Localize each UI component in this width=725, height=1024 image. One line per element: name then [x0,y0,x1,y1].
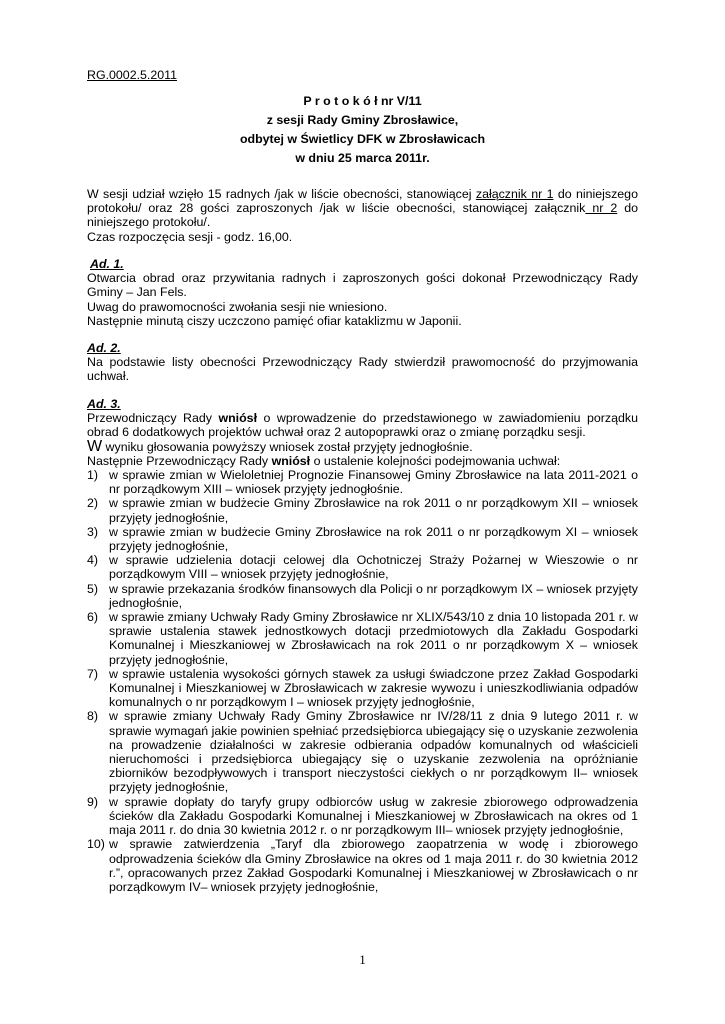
list-item-text: w sprawie ustalenia wysokości górnych stawek za usługi świadczone przez Zakład Gospodarki Komunalnej i Mieszkaniowej w Zbrosławicach w zakresie wywozu i unieszkodliwiania odpadów komunalnych o nr porządkowym I – wniosek przyjęty jednogłośnie, [109,666,638,710]
list-item-text: w sprawie zmian w Wieloletniej Prognozie Finansowej Gminy Zbrosławice na lata 2011-2021 o nr porządkowym XIII – wniosek przyjęty jednogłośnie. [109,468,638,497]
document-reference: RG.0002.5.2011 [87,68,178,82]
ad1-paragraph-3: Następnie minutą ciszy uczczono pamięć ofiar kataklizmu w Japonii. [87,313,462,328]
ad3-p2-initial: W [87,437,103,455]
ad1-section [87,257,638,328]
list-item-text: w sprawie dopłaty do taryfy grupy odbiorców usług w zakresie zbiorowego odprowadzenia ścieków dla Zakładu Gospodarki Komunalnej i Mieszkaniowej w Zbrosławicach na okres od 1 maja 2011 r. do dnia 30 kwietnia 2012 r. o nr porządkowym III– wniosek przyjęty jednogłośnie, [109,794,638,838]
intro-text-a: W sesji udział wzięło 15 radnych /jak w liście obecności, stanowiącej [87,187,476,201]
intro-text-b: do niniejszego protokołu/ oraz 28 gości zaproszonych /jak w liście obecności, stanowiącej załącznik [87,187,638,216]
ad3-paragraph-3 [87,454,638,468]
session-subtitle: z sesji Rady Gminy Zbrosławice, [266,113,459,127]
list-item-number: 2) [87,496,99,511]
ad3-p1-bold: wniósł [218,411,258,426]
ad3-paragraph-1 [87,411,638,439]
attachment-2-ref: nr 2 [585,201,618,216]
list-item [87,496,638,524]
list-item [87,709,638,794]
ad3-paragraph-2 [87,437,638,455]
page-number: 1 [359,952,366,967]
intro-text-c: do niniejszego protokołu/. [87,201,639,230]
list-item-text: w sprawie zatwierdzenia „Taryf dla zbiorowego zaopatrzenia w wodę i zbiorowego odprowadzenia ścieków dla Gminy Zbrosławice na okres od 1 maja 2011 r. do 30 kwietnia 2012 r.”, opracowanych przez Zakład Gospodarki Komunalnej i Mieszkaniowej w Zbrosławicach o nr porządkowym IV– wniosek przyjęty jednogłośnie, [109,837,638,894]
ad2-paragraph-1: Na podstawie listy obecności Przewodniczący Rady stwierdził prawomocność do przyjmowania uchwał. [87,355,638,384]
ad2-heading: Ad. 2. [87,341,121,355]
list-item-number: 1) [87,468,99,483]
ad3-p3-text-a: Następnie Przewodniczący Rady [87,453,272,468]
list-item-number: 10) [87,837,105,852]
list-item-text: w sprawie udzielenia dotacji celowej dla Ochotniczej Straży Pożarnej w Wieszowie o nr porządkowym VIII – wniosek przyjęty jednogłośnie, [109,553,638,582]
intro-paragraph [87,187,638,244]
list-item [87,553,638,581]
resolution-order-list [87,468,638,894]
ad3-p1-text-a: Przewodniczący Rady [87,411,219,426]
ad1-heading: Ad. 1. [90,257,124,271]
list-item-text: w sprawie zmiany Uchwały Rady Gminy Zbrosławice nr IV/28/11 z dnia 9 lutego 2011 r. w sprawie wymagań jakie powinien spełniać przedsiębiorca ubiegający się o uzyskanie zezwolenia na prowadzenie działalności w zakresie odbierania odpadów komunalnych od właścicieli nieruchomości i przedsiębiorca ubiegający się o uzyskanie zezwolenia na opróżnianie zbiorników bezodpływowych i transport nieczystości ciekłych o nr porządkowym II– wniosek przyjęty jednogłośnie, [109,709,638,795]
list-item [87,610,638,667]
ad3-p2-text: wyniku głosowania powyższy wniosek został przyjęty jednogłośnie. [102,439,473,454]
list-item-text: w sprawie zmian w budżecie Gminy Zbrosławice na rok 2011 o nr porządkowym XI – wniosek przyjęty jednogłośnie, [109,524,638,554]
session-start-time: Czas rozpoczęcia sesji - godz. 16,00. [87,229,293,244]
ad3-p3-text-c: o ustalenie kolejności podejmowania uchwał: [310,453,561,468]
list-item-number: 6) [87,610,99,625]
ad3-section [87,397,638,894]
list-item [87,468,638,496]
list-item-number: 9) [87,794,99,809]
protocol-title: P r o t o k ó ł nr V/11 [303,94,422,108]
list-item [87,525,638,553]
list-item [87,582,638,610]
ad3-p1-text-c: o wprowadzenie do przedstawionego w zawiadomieniu porządku obrad 6 dodatkowych projektów uchwał oraz 2 autopoprawki oraz o zmianę porządku sesji. [87,411,638,440]
session-date: w dniu 25 marca 2011r. [295,151,430,165]
list-item-number: 5) [87,581,99,596]
venue-line: odbytej w Świetlicy DFK w Zbrosławicach [239,132,486,146]
list-item [87,837,638,894]
list-item-number: 7) [87,666,99,681]
attendance-text [87,187,638,230]
list-item-number: 4) [87,553,99,568]
ad1-paragraph-2: Uwag do prawomocności zwołania sesji nie wniesiono. [87,299,388,314]
list-item [87,795,638,838]
ad3-p3-bold: wniósł [271,453,311,468]
list-item-text: w sprawie przekazania środków finansowych dla Policji o nr porządkowym IX – wniosek przyjęty jednogłośnie, [109,581,638,610]
ad3-heading: Ad. 3. [87,397,121,411]
list-item-number: 8) [87,709,99,724]
attachment-1-ref: załącznik nr 1 [475,187,554,201]
list-item [87,667,638,710]
list-item-text: w sprawie zmian w budżecie Gminy Zbrosławice na rok 2011 o nr porządkowym XII – wniosek przyjęty jednogłośnie, [109,496,638,525]
ad1-paragraph-1: Otwarcia obrad oraz przywitania radnych i zaproszonych gości dokonał Przewodniczący Rady Gminy – Jan Fels. [87,271,638,300]
list-item-text: w sprawie zmiany Uchwały Rady Gminy Zbrosławice nr XLIX/543/10 z dnia 10 listopada 201 r. w sprawie ustalenia stawek jednostkowych dotacji przedmiotowych dla Zakładu Gospodarki Komunalnej i Mieszkaniowej w Zbrosławicach na rok 2011 o nr porządkowym X – wniosek przyjęty jednogłośnie, [109,610,638,667]
ad2-section [87,341,638,384]
list-item-number: 3) [87,524,99,539]
